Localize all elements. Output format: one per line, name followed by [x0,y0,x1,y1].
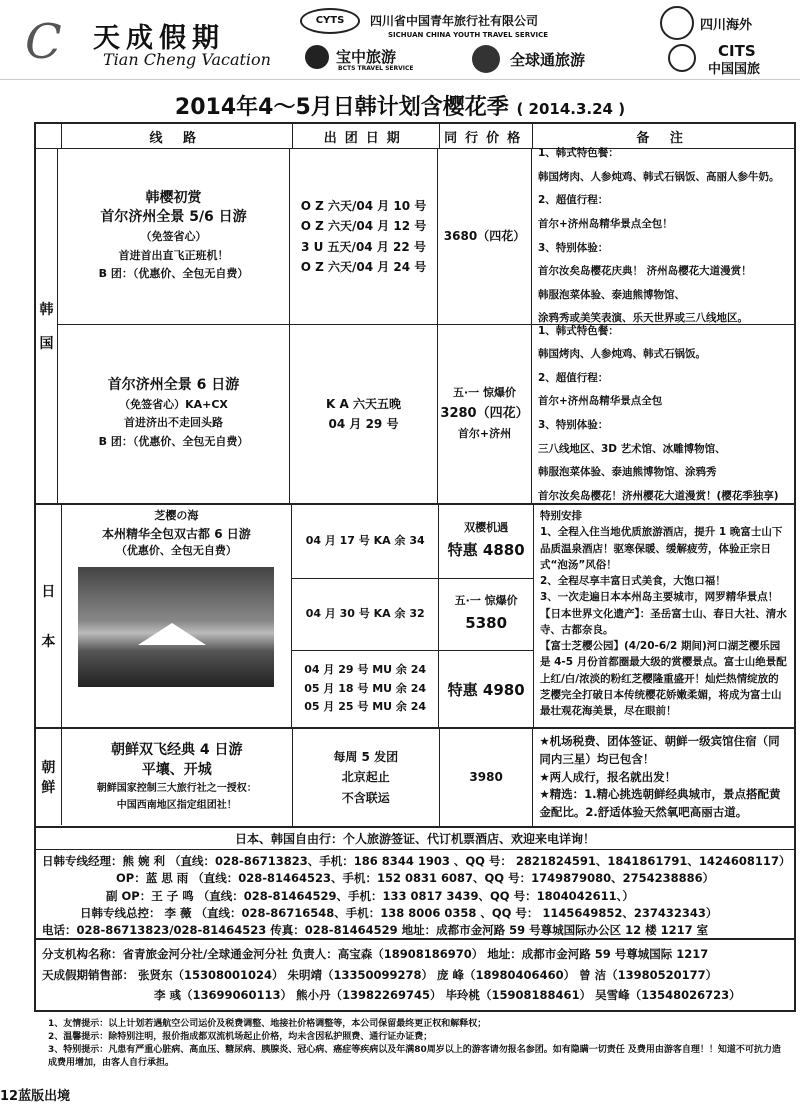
nk-label-2: 鲜 [41,780,56,796]
remark-line: 首尔+济州岛精华景点全包！ [538,217,673,230]
price-line: 五·一 惊爆价 [452,386,516,400]
title-date: ( 2014.3.24 ) [516,100,626,118]
contact-block [36,850,794,938]
remark-line: ★精选：1.精心挑选朝鲜经典城市，景点搭配黄金配比。2.舒适体验天然氧吧高丽古道。 [539,787,781,820]
remark-line: 1、韩式特色餐： [538,147,619,159]
date-line: 每周 5 发团 [333,749,399,764]
date-line: K A 六天五晚 [326,396,401,411]
route-line: 首尔济州全景 5/6 日游 [100,209,247,226]
japan-price-2 [439,579,533,650]
japan-label [36,505,62,727]
route-line: （免签省心） [140,230,207,244]
date-line: 05 月 18 号 MU 余 24 [304,681,427,695]
itinerary-table [34,122,796,940]
remark-line: 首尔+济州岛精华景点全包 [538,395,663,408]
logo-mark-icon: C [25,14,62,70]
partner-sichuan-overseas: 四川海外 [700,18,753,33]
quanqiutong-logo-icon [472,45,500,73]
route-line: 中国西南地区指定组团社！ [116,800,237,812]
branch-line: 李 彧（13699060113） 熊小丹（13982269745） 毕玲桃（15908188461） 吴雪峰（13548026723） [154,988,741,1003]
partner-cyts: 四川省中国青年旅行社有限公司 [370,14,539,28]
footnotes [48,1018,788,1070]
remark-line: 特别安排 [539,510,582,522]
route-line: （优惠价、全包无自费） [115,544,237,558]
remark-line: ★两人成行，报名就出发！ [539,769,677,784]
korea-tour-1 [58,149,794,325]
route-line: 首进济出不走回头路 [124,416,223,430]
branch-line: 天成假期销售部： 张贤东（15308001024） 朱明靖（13350099278） 庞 峰（18980406460） 曾 洁（13980520177） [42,967,718,982]
route-line: 本州精华全包双古都 6 日游 [102,526,251,541]
page-number: 12蓝版出境 [0,1089,71,1104]
remark-line: ★机场税费、团体签证、朝鲜一级宾馆住宿（同同内三星）均已包含！ [539,734,780,766]
north-korea-route [62,729,293,826]
date-line: O Z 六天/04 月 12 号 [300,219,427,234]
logo-en-text: Tian Cheng Vacation [103,50,271,69]
japan-departure-2 [292,579,533,651]
tian-cheng-logo [25,10,290,72]
route-line: （免签省心）KA+CX [119,397,228,411]
logo-cn-text: 天成假期 [93,23,225,54]
korea-tour1-dates [290,149,438,324]
route-line: 朝鲜国家控制三大旅行社之一授权： [96,783,257,795]
header [0,0,800,80]
remark-line: 2、全程尽享丰富日式美食，大饱口福！ [539,575,726,588]
remark-line: 三八线地区、3D 艺术馆、冰雕博物馆、 [538,442,726,455]
price-line: 3280（四花） [440,405,529,421]
japan-route [62,505,292,727]
contact-line: 日韩专线经理：熊 婉 利 （直线：028-86713823、手机：186 8344 1903 、QQ 号： 2821824591、1841861791、1424608117） [42,854,791,869]
branch-line: 分支机构名称：省青旅金河分社/全球通金河分社 负责人：高宝森（18908186970） 地址：成都市金河路 59 号尊城国际 1217 [42,947,709,961]
price-line: 双樱机遇 [464,521,509,535]
japan-label-2: 本 [41,634,56,650]
date-line: 05 月 25 号 MU 余 24 [304,700,427,714]
cyts-logo-icon: CYTS [300,8,360,34]
date-line: O Z 六天/04 月 24 号 [300,259,427,274]
remark-line: 韩服泡菜体验、泰迪熊博物馆、涂鸦秀 [538,466,717,479]
korea-tour-2 [58,325,794,503]
japan-departure-3 [292,651,533,727]
date-line: 04 月 29 号 [328,417,399,431]
price-line: 特惠 4880 [447,541,525,560]
japan-remarks [534,505,794,727]
remark-line: 【富士芝樱公园】(4/20-6/2 期间)河口湖芝樱乐园是 4-5 月份首都圈最大级的赏樱景点。富士山绝景配上红/白/浓淡的粉红芝樱隆重盛开！灿烂热情绽放的芝樱完全打破日本传统樱花娇嫩柔媚，将成为富士山最壮观花海美景，尽在眼前！ [539,640,787,718]
korea-tour2-dates [290,325,438,503]
partner-cyts-en: SICHUAN CHINA YOUTH TRAVEL SERVICE [388,31,549,39]
japan-price-3: 特惠 4980 [447,680,525,699]
korea-label-2: 国 [39,336,54,352]
partner-quanqiutong: 全球通旅游 [510,51,586,69]
route-line: 芝樱の海 [154,509,199,522]
col-route: 线 路 [62,124,293,148]
korea-tour2-route [58,325,290,503]
remark-line: 韩国烤肉、人参炖鸡、韩式石锅饭、高丽人参牛奶。 [538,170,780,183]
contact-line: OP：蓝 思 雨 （直线：028-81464523、手机：152 0831 6087、QQ 号：1749879080、2754238886） [116,871,715,886]
remark-line: 3、特别体验： [538,419,609,431]
partner-cits: CITS [718,42,756,60]
remark-line: 韩国烤肉、人参炖鸡、韩式石锅饭。 [538,348,706,361]
remark-line: 首尔汝矣岛樱花！济州樱花大道漫赏！(樱花季独享) [538,489,779,502]
header-blank [36,124,62,148]
date-line: O Z 六天/04 月 10 号 [300,198,427,213]
partner-cits-cn: 中国国旅 [708,62,761,77]
route-line: B 团：（优惠价、全包无自费） [98,435,249,449]
col-date: 出团日期 [293,124,440,148]
korea-tour2-price [438,325,532,503]
route-line: 朝鲜双飞经典 4 日游 [110,741,243,758]
route-line: 平壤、开城 [141,761,212,778]
korea-tour2-remarks [532,325,794,503]
japan-departure-1 [292,505,533,579]
japan-dates-prices [292,505,534,727]
route-line: B 团：（优惠价、全包无自费） [98,267,249,281]
route-line: 首进首出直飞正班机！ [118,248,229,262]
title-main: 2014年4～5月日韩计划含樱花季 [174,95,509,120]
contact-line: 日韩专线总控： 李 薇 （直线：028-86716548、手机：138 8006 0358 、QQ 号： 1145649852、237432343） [80,905,718,920]
remark-line: 3、特别体验： [538,241,609,254]
nk-label-1: 朝 [41,760,56,776]
footnote-line: 3、特别提示：凡患有严重心脏病、高血压、糖尿病、胰腺炎、冠心病、癌症等疾病以及年满80周岁以上的游客请勿报名参团。如有隐瞒一切责任 及费用由游客自理！！知道不可抗力造成费用增加，由客人自行承担。 [48,1045,781,1069]
remark-line: 首尔汝矣岛樱花庆典！ 济州岛樱花大道漫赏！ [538,265,752,278]
date-line: 北京起止 [341,770,390,785]
north-korea-section [36,729,794,828]
japan-section [36,505,794,729]
japan-label-1: 日 [41,584,56,600]
japan-date-2: 04 月 30 号 KA 余 32 [292,579,439,650]
remark-line: 【日本世界文化遗产】：圣岳富士山、春日大社、清水寺、古都奈良。 [539,607,787,636]
remark-line: 1、韩式特色餐： [538,324,619,337]
remark-line: 2、超值行程： [538,371,609,384]
price-line: 5380 [465,614,508,633]
north-korea-remarks [533,729,794,826]
col-remark: 备 注 [636,130,691,146]
korea-label [36,149,58,503]
north-korea-dates [293,729,440,826]
page-title [0,90,800,121]
mountain-icon [138,623,206,645]
footnote-line: 2、温馨提示：除特别注明，报价指成都双流机场起止价格，均未含因私护照费、通行证办证费； [48,1032,433,1043]
mount-fuji-photo [78,567,274,687]
cits-logo-icon [668,44,696,72]
price-line: 首尔+济州 [457,427,512,441]
date-line: 3 U 五天/04 月 22 号 [301,239,426,254]
free-travel-banner: 日本、韩国自由行：个人旅游签证、代订机票酒店、欢迎来电详询！ [36,828,794,850]
bcts-logo-icon [305,45,329,69]
japan-price-1 [439,505,533,578]
remark-line: 2、超值行程： [538,194,609,207]
footnote-line: 1、友情提示：以上计划若遇航空公司运价及税费调整、地接社价格调整等，本公司保留最终更正权和解释权； [48,1019,487,1029]
korea-section [36,149,794,505]
korea-label-1: 韩 [39,302,54,318]
contact-line: 副 OP：王 子 鸣 （直线：028-81464529、手机：133 0817 3439、QQ 号：1804042611、） [106,888,634,903]
korea-tour1-route [58,149,290,324]
sichuan-overseas-logo-icon [660,6,694,40]
korea-tour1-remarks [532,149,794,324]
date-line: 04 月 29 号 MU 余 24 [304,662,427,676]
contact-line: 电话：028-86713823/028-81464523 传真：028-81464529 地址：成都市金河路 59 号尊城国际办公区 12 楼 1217 室 [42,923,709,938]
japan-date-3 [292,651,439,727]
col-price: 同行价格 [440,124,534,148]
partner-bcts: 宝中旅游 [336,48,397,66]
remark-line: 3、一次走遍日本本州岛主要城市，网罗精华景点！ [539,591,779,604]
partner-bcts-en: BCTS TRAVEL SERVICE [338,65,414,72]
table-header [36,124,794,149]
route-line: 首尔济州全景 6 日游 [107,377,240,394]
price-line: 五·一 惊爆价 [454,594,518,608]
north-korea-label [36,729,62,825]
remark-line: 涂鸦秀或美笑表演、乐天世界或三八线地区。 [538,312,748,325]
japan-date-1: 04 月 17 号 KA 余 34 [292,505,439,578]
north-korea-price: 3980 [440,729,534,826]
korea-rows [58,149,794,503]
remark-line: 1、全程入住当地优质旅游酒店，提升 1 晚富士山下品质温泉酒店！驱寒保暖、缓解疲劳，体验正宗日式“泡汤”风俗！ [539,526,783,571]
route-line: 韩樱初赏 [145,189,202,206]
date-line: 不含联运 [341,790,390,805]
korea-tour1-price: 3680（四花） [438,149,532,324]
remark-line: 韩服泡菜体验、泰迪熊博物馆、 [538,288,685,301]
branch-block [34,940,796,1012]
